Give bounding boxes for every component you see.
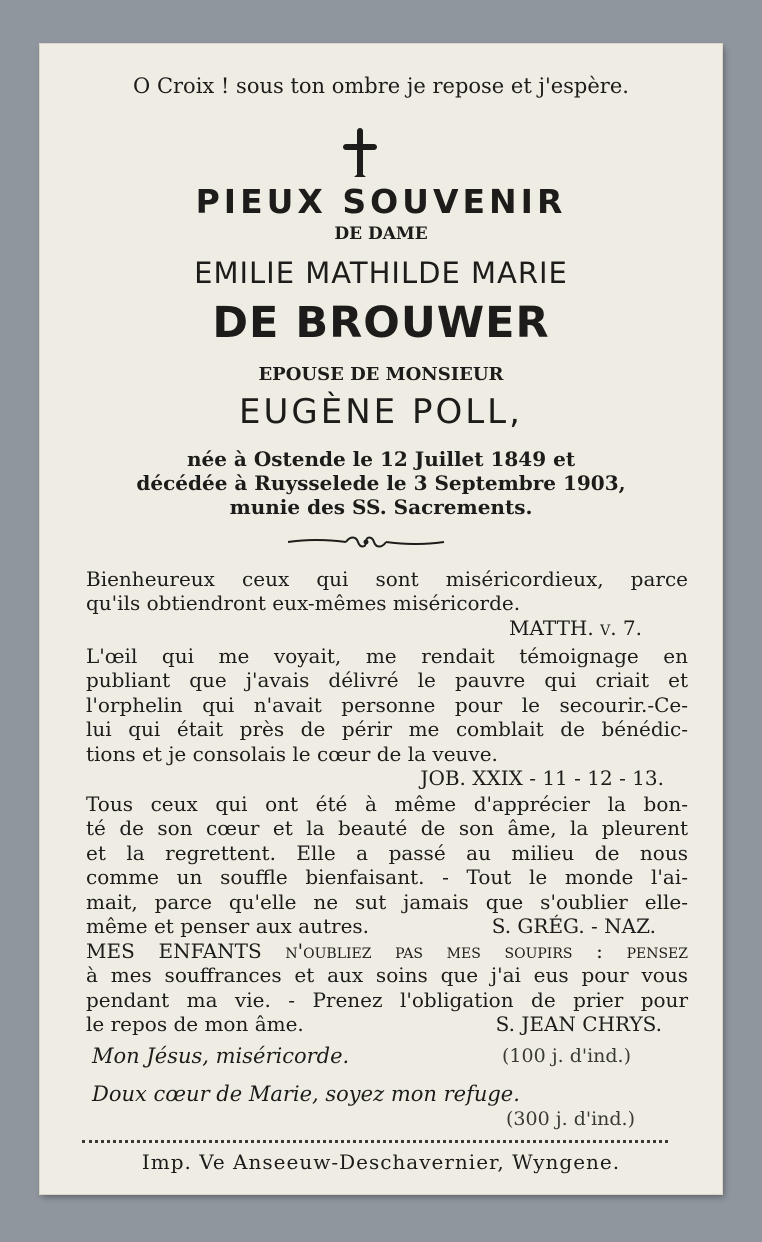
cross-icon bbox=[343, 128, 377, 180]
author-ref: S. JEAN CHRYS. bbox=[495, 1012, 662, 1037]
heading: PIEUX SOUVENIR bbox=[195, 182, 567, 221]
text-line: à mes souffrances et aux soins que j'ai eus pour vous bbox=[86, 963, 688, 988]
author-ref: S. GRÉG. - NAZ. bbox=[491, 914, 656, 939]
text-line: comme un souffle bienfaisant. - Tout le monde l'ai- bbox=[86, 865, 688, 890]
indulgence-note: (100 j. d'ind.) bbox=[502, 1045, 632, 1067]
text-line: le repos de mon âme. bbox=[86, 1012, 304, 1037]
ornament-divider bbox=[286, 534, 446, 550]
bio-line: décédée à Ruysselede le 3 Septembre 1903, bbox=[136, 471, 626, 495]
bio-line: née à Ostende le 12 Juillet 1849 et bbox=[186, 447, 576, 471]
text-line: qu'ils obtiendront eux-mêmes miséricorde. bbox=[86, 591, 521, 616]
quote-gregory bbox=[86, 792, 688, 938]
text-line-with-ref bbox=[86, 1012, 688, 1036]
biography bbox=[40, 447, 722, 519]
text-line: tions et je consolais le cœur de la veuve. bbox=[86, 741, 498, 766]
quote-job bbox=[86, 644, 688, 790]
spouse-label: EPOUSE DE MONSIEUR bbox=[258, 364, 504, 385]
quote-chrysostom bbox=[86, 939, 688, 1037]
text-line: L'œil qui me voyait, me rendait témoignage en bbox=[86, 644, 688, 668]
text-line: MES ENFANTS n'oubliez pas mes soupirs : pensez bbox=[86, 939, 688, 963]
indulgence-note: (300 j. d'ind.) bbox=[506, 1108, 636, 1130]
text-line: lui qui était près de périr me comblait de bénédic- bbox=[86, 717, 688, 742]
text-line: et la regrettent. Elle a passé au milieu de nous bbox=[86, 840, 688, 865]
text-line: mait, parce qu'elle ne sut jamais que s'oublier elle- bbox=[86, 889, 688, 914]
text-line: Tous ceux qui ont été à même d'apprécier la bon- bbox=[86, 792, 688, 816]
surname: DE BROUWER bbox=[212, 298, 550, 348]
scripture-ref: JOB. XXIX - 11 - 12 - 13. bbox=[420, 766, 664, 791]
text-line: Bienheureux ceux qui sont miséricordieux, parce bbox=[86, 567, 688, 591]
quote-beatitude bbox=[86, 567, 688, 640]
spouse-name: EUGÈNE POLL, bbox=[239, 392, 523, 432]
motto: O Croix ! sous ton ombre je repose et j'espère. bbox=[133, 74, 629, 98]
text-line: pendant ma vie. - Prenez l'obligation de prier pour bbox=[86, 987, 688, 1012]
memorial-card bbox=[40, 44, 722, 1194]
text-line: té de son cœur et la beauté de son âme, la pleurent bbox=[86, 816, 688, 841]
de-dame: DE DAME bbox=[334, 224, 428, 244]
text-line: même et penser aux autres. bbox=[86, 914, 370, 939]
first-names: EMILIE MATHILDE MARIE bbox=[194, 256, 568, 290]
prayer-jesus: Mon Jésus, miséricorde. bbox=[92, 1044, 350, 1068]
text-line: publiant que j'avais délivré le pauvre qui criait et bbox=[86, 668, 688, 693]
text-line: l'orphelin qui n'avait personne pour le secourir.-Ce- bbox=[86, 692, 688, 717]
scripture-ref: MATTH. v. 7. bbox=[509, 615, 642, 640]
prayer-mary: Doux cœur de Marie, soyez mon refuge. bbox=[92, 1082, 520, 1106]
text-line-with-ref bbox=[86, 914, 688, 938]
dotted-divider bbox=[82, 1140, 668, 1143]
bio-line: munie des SS. Sacrements. bbox=[229, 495, 533, 519]
printer-imprint: Imp. Ve Anseeuw-Deschavernier, Wyngene. bbox=[141, 1150, 621, 1174]
